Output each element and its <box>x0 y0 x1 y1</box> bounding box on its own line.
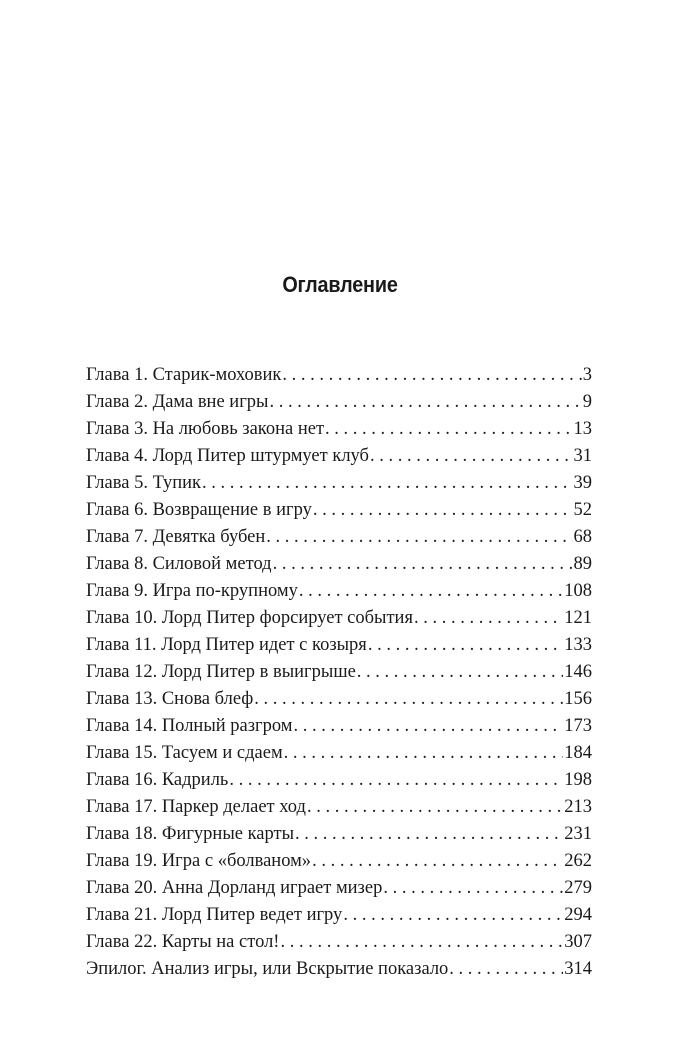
toc-entry <box>86 497 592 524</box>
dot-leader <box>325 416 572 443</box>
toc-entry <box>86 821 592 848</box>
toc-entry-page-number: 121 <box>564 608 592 628</box>
toc-entry <box>86 740 592 767</box>
toc-entry-page-number: 156 <box>564 689 592 709</box>
dot-leader <box>266 524 572 551</box>
toc-entry <box>86 794 592 821</box>
dot-leader <box>370 443 573 470</box>
toc-entry <box>86 767 592 794</box>
toc-entry <box>86 470 592 497</box>
toc-entry-title: Глава 9. Игра по-крупному <box>86 581 298 601</box>
toc-entry <box>86 416 592 443</box>
toc-entry-page-number: 213 <box>564 797 592 817</box>
dot-leader <box>313 497 573 524</box>
dot-leader <box>284 740 564 767</box>
toc-entry <box>86 848 592 875</box>
toc-entry-page-number: 146 <box>564 662 592 682</box>
dot-leader <box>414 605 563 632</box>
toc-entry <box>86 443 592 470</box>
toc-entry-page-number: 133 <box>564 635 592 655</box>
toc-entry-title: Глава 20. Анна Дорланд играет мизер <box>86 878 383 898</box>
toc-entry-page-number: 262 <box>564 851 592 871</box>
toc-entry <box>86 551 592 578</box>
toc-entry-page-number: 3 <box>582 365 592 385</box>
dot-leader <box>299 578 563 605</box>
toc-entry-page-number: 9 <box>582 392 592 412</box>
toc-entry-page-number: 89 <box>573 554 592 574</box>
toc-entry-title: Глава 18. Фигурные карты <box>86 824 295 844</box>
toc-entry-title: Глава 4. Лорд Питер штурмует клуб <box>86 446 369 466</box>
toc-entry <box>86 389 592 416</box>
dot-leader <box>357 659 563 686</box>
toc-entry-title: Глава 7. Девятка бубен <box>86 527 266 547</box>
toc-entry <box>86 578 592 605</box>
toc-entry-title: Глава 3. На любовь закона нет <box>86 419 325 439</box>
toc-entry-title: Глава 14. Полный разгром <box>86 716 293 736</box>
dot-leader <box>229 767 563 794</box>
dot-leader <box>294 713 564 740</box>
dot-leader <box>254 686 563 713</box>
toc-entry-title: Глава 6. Возвращение в игру <box>86 500 312 520</box>
toc-entry <box>86 362 592 389</box>
toc-entry-page-number: 198 <box>564 770 592 790</box>
toc-entry-page-number: 52 <box>573 500 592 520</box>
dot-leader <box>312 848 563 875</box>
toc-entry <box>86 956 592 983</box>
dot-leader <box>368 632 563 659</box>
toc-entry-title: Глава 13. Снова блеф <box>86 689 254 709</box>
toc-entry <box>86 902 592 929</box>
dot-leader <box>383 875 563 902</box>
toc-entry-page-number: 68 <box>573 527 592 547</box>
toc-entry-title: Глава 12. Лорд Питер в выигрыше <box>86 662 356 682</box>
toc-entry <box>86 875 592 902</box>
toc-entry <box>86 686 592 713</box>
page-title: Оглавление <box>282 272 398 297</box>
dot-leader <box>273 551 573 578</box>
dot-leader <box>295 821 563 848</box>
toc-entry-page-number: 279 <box>564 878 592 898</box>
toc-entry-title: Глава 8. Силовой метод <box>86 554 272 574</box>
toc-entry-title: Глава 15. Тасуем и сдаем <box>86 743 283 763</box>
toc-entry-page-number: 13 <box>573 419 592 439</box>
dot-leader <box>307 794 563 821</box>
toc-entry-title: Глава 19. Игра с «болваном» <box>86 851 312 871</box>
dot-leader <box>449 956 563 983</box>
toc-entry <box>86 659 592 686</box>
table-of-contents <box>86 362 592 983</box>
toc-entry-title: Глава 16. Кадриль <box>86 770 229 790</box>
toc-entry-page-number: 31 <box>573 446 592 466</box>
toc-entry-page-number: 184 <box>564 743 592 763</box>
toc-entry-page-number: 108 <box>564 581 592 601</box>
toc-entry <box>86 524 592 551</box>
dot-leader <box>280 929 563 956</box>
toc-entry-page-number: 231 <box>564 824 592 844</box>
toc-entry-title: Глава 10. Лорд Питер форсирует события <box>86 608 413 628</box>
toc-entry-title: Эпилог. Анализ игры, или Вскрытие показало <box>86 959 449 979</box>
toc-entry-title: Глава 11. Лорд Питер идет с козыря <box>86 635 367 655</box>
toc-entry-page-number: 39 <box>573 473 592 493</box>
toc-entry-page-number: 294 <box>564 905 592 925</box>
dot-leader <box>202 470 573 497</box>
dot-leader <box>343 902 563 929</box>
toc-entry-title: Глава 22. Карты на стол! <box>86 932 280 952</box>
toc-entry <box>86 605 592 632</box>
toc-entry-page-number: 307 <box>564 932 592 952</box>
toc-entry-title: Глава 17. Паркер делает ход <box>86 797 306 817</box>
dot-leader <box>269 389 581 416</box>
toc-entry-page-number: 173 <box>564 716 592 736</box>
dot-leader <box>282 362 581 389</box>
toc-entry-page-number: 314 <box>564 959 592 979</box>
toc-entry-title: Глава 1. Старик-моховик <box>86 365 282 385</box>
toc-entry <box>86 632 592 659</box>
toc-entry <box>86 713 592 740</box>
toc-entry-title: Глава 5. Тупик <box>86 473 201 493</box>
toc-entry-title: Глава 21. Лорд Питер ведет игру <box>86 905 343 925</box>
toc-entry-title: Глава 2. Дама вне игры <box>86 392 269 412</box>
toc-entry <box>86 929 592 956</box>
